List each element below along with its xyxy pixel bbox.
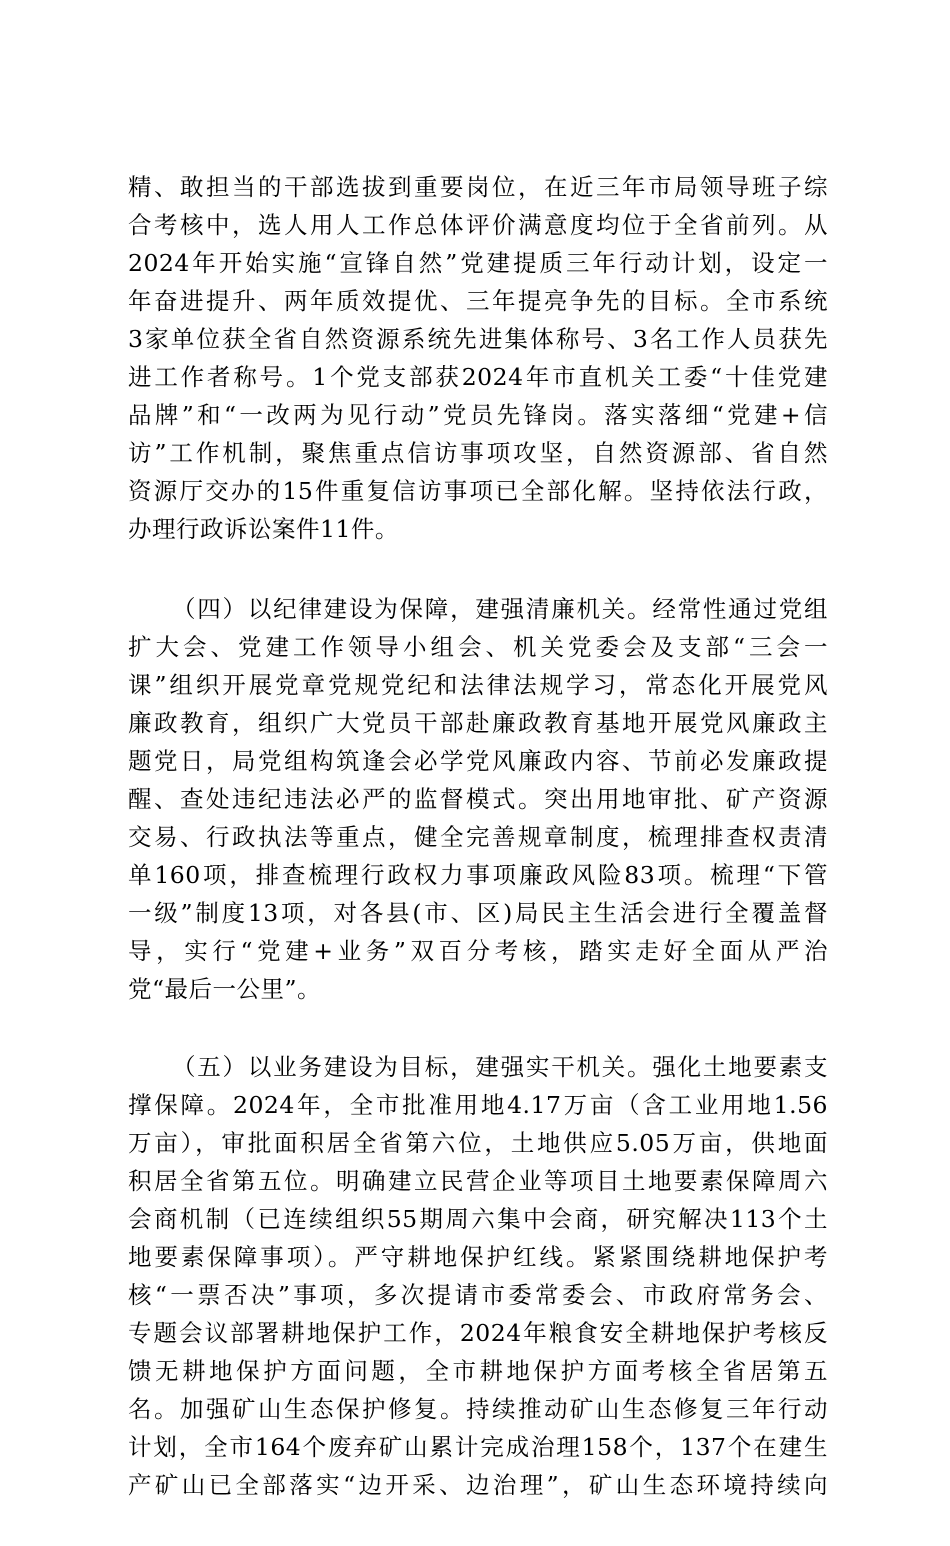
- text-line: 课”组织开展党章党规党纪和法律法规学习，常态化开展党风: [128, 671, 828, 699]
- text-line: 精、敢担当的干部选拔到重要岗位，在近三年市局领导班子综: [128, 173, 828, 201]
- text-line: 馈无耕地保护方面问题，全市耕地保护方面考核全省居第五: [128, 1357, 828, 1385]
- text-line: 进工作者称号。1个党支部获2024年市直机关工委“十佳党建: [128, 363, 828, 391]
- text-line: 会商机制（已连续组织55期周六集中会商，研究解决113个土: [128, 1205, 828, 1233]
- text-line: 积居全省第五位。明确建立民营企业等项目土地要素保障周六: [128, 1167, 828, 1195]
- text-line: 专题会议部署耕地保护工作，2024年粮食安全耕地保护考核反: [128, 1319, 828, 1347]
- text-line: 计划，全市164个废弃矿山累计完成治理158个，137个在建生: [128, 1433, 828, 1461]
- text-line: 扩大会、党建工作领导小组会、机关党委会及支部“三会一: [128, 633, 828, 661]
- text-line: 3家单位获全省自然资源系统先进集体称号、3名工作人员获先: [128, 325, 828, 353]
- text-line: 名。加强矿山生态保护修复。持续推动矿山生态修复三年行动: [128, 1395, 828, 1423]
- text-line: 廉政教育，组织广大党员干部赴廉政教育基地开展党风廉政主: [128, 709, 828, 737]
- text-line: 品牌”和“一改两为见行动”党员先锋岗。落实落细“党建+信: [128, 401, 828, 429]
- paragraph-business-building: [128, 1048, 828, 1504]
- text-line: 党“最后一公里”。: [128, 975, 322, 1003]
- text-line: 核“一票否决”事项，多次提请市委常委会、市政府常务会、: [128, 1281, 828, 1309]
- text-line: 资源厅交办的15件重复信访事项已全部化解。坚持依法行政，: [128, 477, 828, 505]
- text-line: 年奋进提升、两年质效提优、三年提亮争先的目标。全市系统: [128, 287, 828, 315]
- text-line: （四）以纪律建设为保障，建强清廉机关。经常性通过党组: [172, 595, 828, 623]
- text-line: 导，实行“党建+业务”双百分考核，踏实走好全面从严治: [128, 937, 828, 965]
- text-line: 一级”制度13项，对各县(市、区)局民主生活会进行全覆盖督: [128, 899, 828, 927]
- document-page: [128, 168, 828, 1546]
- text-line: 访”工作机制，聚焦重点信访事项攻坚，自然资源部、省自然: [128, 439, 828, 467]
- text-line: 撑保障。2024年，全市批准用地4.17万亩（含工业用地1.56: [128, 1091, 828, 1119]
- text-line: 题党日，局党组构筑逢会必学党风廉政内容、节前必发廉政提: [128, 747, 828, 775]
- paragraph-discipline-building: [128, 590, 828, 1008]
- text-line: 交易、行政执法等重点，健全完善规章制度，梳理排查权责清: [128, 823, 828, 851]
- text-line: 产矿山已全部落实“边开采、边治理”，矿山生态环境持续向: [128, 1471, 828, 1499]
- text-line: 2024年开始实施“宣锋自然”党建提质三年行动计划，设定一: [128, 249, 828, 277]
- text-line: （五）以业务建设为目标，建强实干机关。强化土地要素支: [172, 1053, 828, 1081]
- text-line: 万亩），审批面积居全省第六位，土地供应5.05万亩，供地面: [128, 1129, 828, 1157]
- text-line: 办理行政诉讼案件11件。: [128, 515, 399, 543]
- text-line: 合考核中，选人用人工作总体评价满意度均位于全省前列。从: [128, 211, 828, 239]
- text-line: 地要素保障事项）。严守耕地保护红线。紧紧围绕耕地保护考: [128, 1243, 828, 1271]
- paragraph-cadre-and-party-building: [128, 168, 828, 548]
- text-line: 醒、查处违纪违法必严的监督模式。突出用地审批、矿产资源: [128, 785, 828, 813]
- text-line: 单160项，排查梳理行政权力事项廉政风险83项。梳理“下管: [128, 861, 828, 889]
